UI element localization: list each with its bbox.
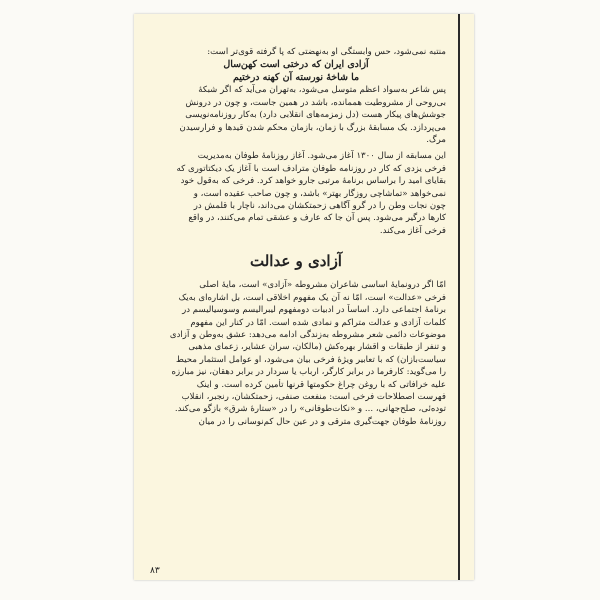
intro_lines-line: منتبه نمی‌شود، حس وابستگی او به‌نهضتی که پا گرفته قوی‌تر است: bbox=[207, 47, 446, 57]
paragraph2-line: بقایای امید را براساس برنامهٔ مرتبی جارو خواهد کرد. فرخی که به‌قول خود bbox=[180, 176, 446, 187]
paragraph2-line: کارها درگیر می‌شود. پس آن جا که عارف و عشقی تمام می‌کنند، در واقع bbox=[188, 213, 446, 224]
paragraph3-line: را می‌گوید: کارفرما در برابر کارگر، ارباب یا سردار در برابر دهقان، نیز مبارزه bbox=[171, 367, 446, 378]
paragraph3-line: و تنفر از طبقات و اقشار بهره‌کش (مالکان، سران عشایر، زعمای مذهبی bbox=[188, 342, 446, 353]
verse-line: ما شاخهٔ نورسته آن کهنه درختیم bbox=[233, 72, 359, 84]
paragraph3-line: امّا اگر درونمایهٔ اساسی شاعران مشروطه «آزادی» است، مایهٔ اصلی bbox=[199, 280, 446, 291]
paragraph1-line: بی‌روحی از مشروطیت هممانده، باشد در همین جاست، و چون در درونش bbox=[185, 97, 446, 108]
paragraph3-line: موضوعات دائمی شعر مشروطه به‌زندگی ادامه می‌دهد: عشق به‌وطن و آزادی bbox=[169, 329, 446, 340]
paragraph1-line: جوشش‌های پیکار هست (دل زمزمه‌های انقلابی دارد) به‌کار روزنامه‌نویسی bbox=[185, 110, 446, 121]
page-text bbox=[146, 46, 446, 428]
paragraph2-line: این مسابقه از سال ۱۳۰۰ آغاز می‌شود. آغاز روزنامهٔ طوفان به‌مدیریت bbox=[197, 151, 446, 162]
paragraph3-line: علیه خرافاتی که با روغن چراغ حکومتها قرنها تأمین کرده است. و اینک bbox=[196, 379, 446, 390]
paragraph1-line: پس شاعر به‌سواد اعظم متوسل می‌شود، به‌تهران می‌آید که اگر شبکهٔ bbox=[198, 85, 446, 96]
verse-block bbox=[146, 58, 446, 84]
page-number: ۸۳ bbox=[150, 566, 160, 576]
paragraph2-line: فرخی یزدی که کار در روزنامه طوفان مترادف است با آغاز یک دیکتاتوری که bbox=[176, 163, 446, 174]
paragraph3-line: فهرست اصطلاحات فرخی است: منفعت صنفی، زحمتکشان، رنجبر، انقلاب bbox=[181, 391, 446, 402]
paragraph-2 bbox=[146, 150, 446, 237]
paragraph3-line: برنامهٔ اجتماعی دارد. اساساً در ادبیات دومفهوم لیبرالیسم وسوسیالیسم در bbox=[182, 305, 446, 316]
paragraph3-line: توده‌ئی، صلح‌جهانی، ... و «نکات‌طوفانی» را در «ستارهٔ شرق» بازگو می‌کند. bbox=[174, 404, 446, 415]
paragraph2-line: فرخی آغاز می‌کند. bbox=[379, 225, 446, 236]
paragraph2-line: چون نجات وطن را در گرو آگاهی زحمتکشان می‌داند، ناچار با قلمش در bbox=[193, 201, 446, 212]
page-spine-rule bbox=[458, 14, 460, 580]
paragraph3-line: سیاست‌بازان) که با تعابیر ویژهٔ فرخی بیان می‌شود، او عوامل استثمار محیط bbox=[176, 354, 446, 365]
paragraph1-line: مرگ. bbox=[426, 135, 446, 146]
paragraph1-line: می‌پردازد. یک مسابقهٔ بزرگ با زمان، بازمان محکم شدن قیدها و فرارسیدن bbox=[179, 122, 446, 133]
section-heading: آزادی و عدالت bbox=[250, 252, 342, 271]
paragraph3-line: روزنامهٔ طوفان جهت‌گیری مترقی و در عین حال کم‌نوسانی را در میان bbox=[198, 416, 446, 427]
intro-lines bbox=[146, 46, 446, 58]
paragraph-1 bbox=[146, 84, 446, 146]
verse-line: آزادی ایران که درختی است کهن‌سال bbox=[223, 59, 369, 71]
paragraph3-line: فرخی «عدالت» است، امّا نه آن یک مفهوم اخلاقی است، بل اشاره‌ای به‌یک bbox=[178, 292, 446, 303]
paragraph-3 bbox=[146, 279, 446, 428]
paragraph2-line: نمی‌خواهد «تماشاچی روزگار بهتر» باشد، و چون صاحب عقیده است، و bbox=[193, 188, 446, 199]
paragraph3-line: کلمات آزادی و عدالت متراکم و نمادی شده است. امّا در کنار این مفهوم bbox=[190, 317, 446, 328]
